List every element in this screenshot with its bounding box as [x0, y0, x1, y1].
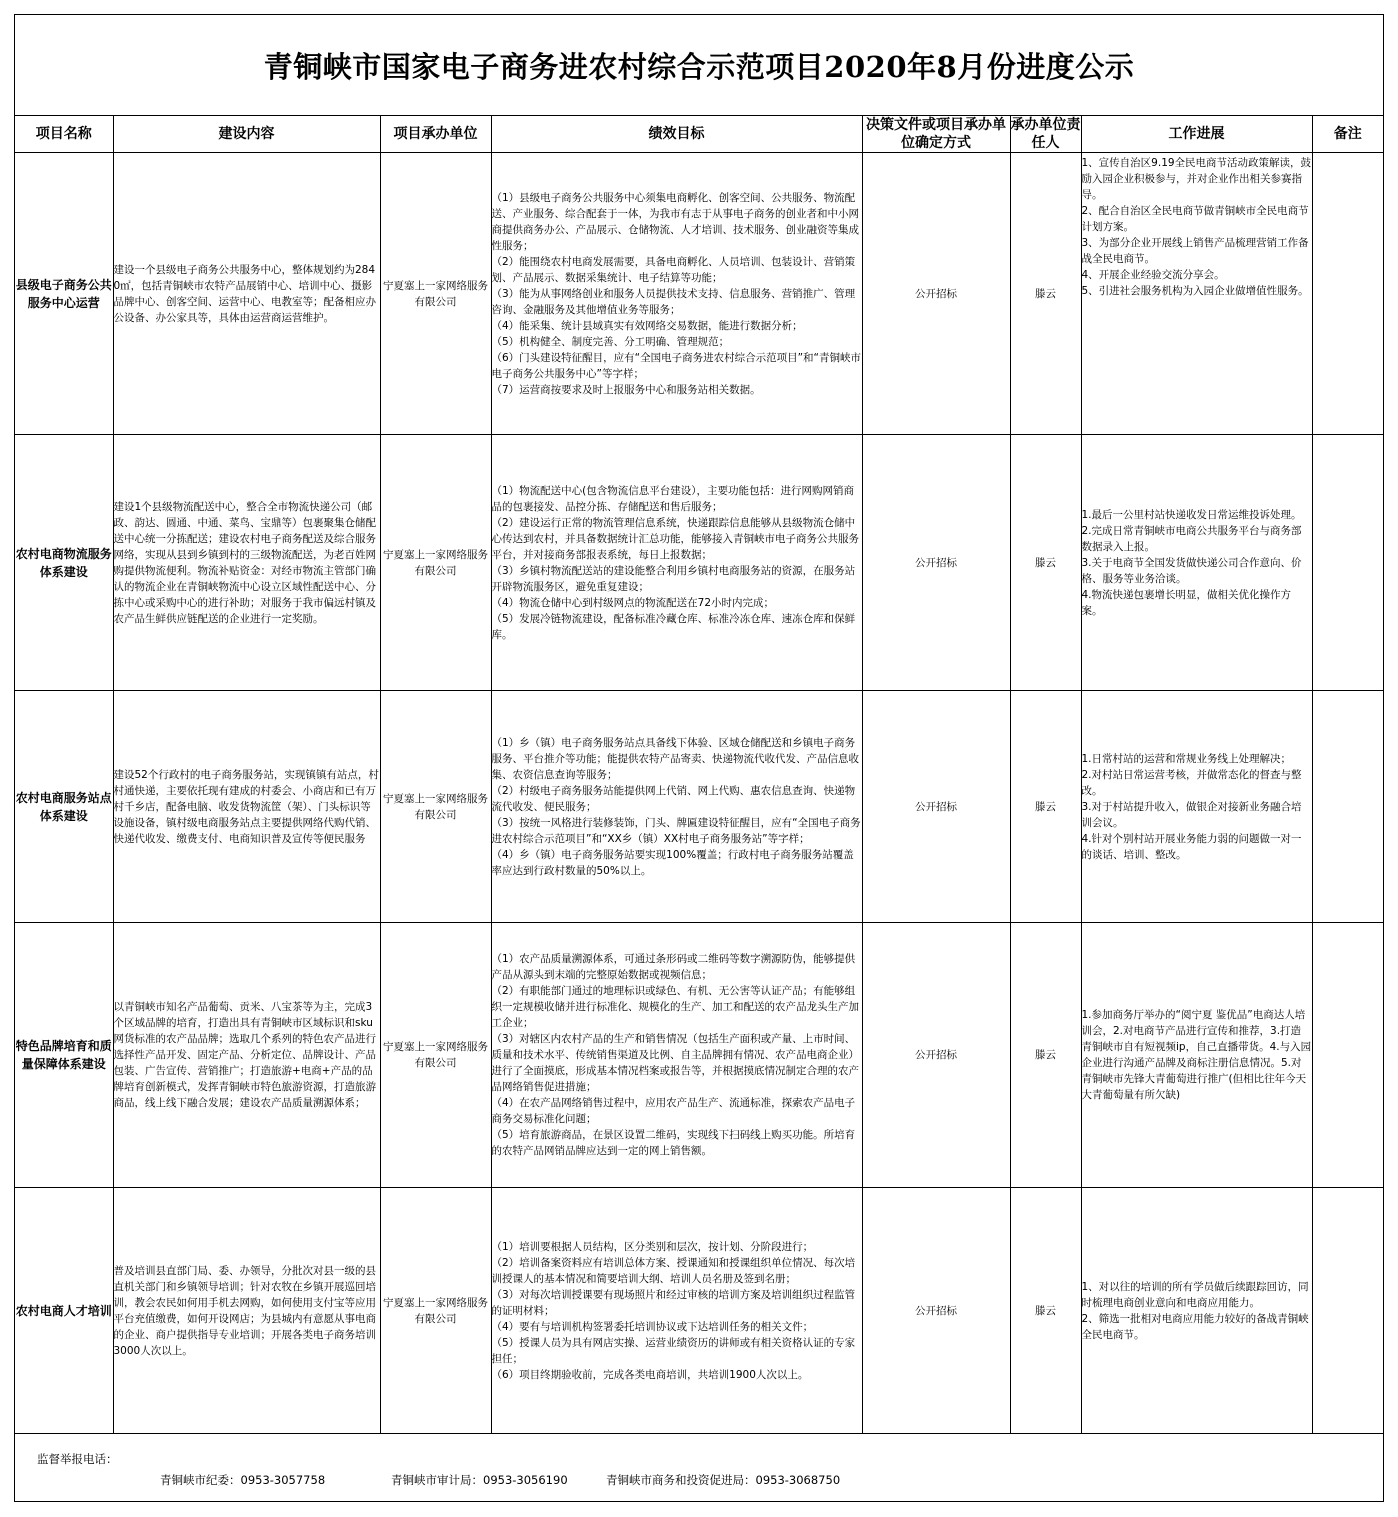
progress-item: 2、筛选一批相对电商应用能力较好的备战青铜峡全民电商节。	[1081, 1312, 1309, 1341]
goal-item: （2）能围绕农村电商发展需要，具备电商孵化、人员培训、包装设计、营销策划、产品展示、数据采集统计、电子结算等功能；	[491, 255, 856, 284]
project-note	[1312, 691, 1383, 923]
project-progress: 1.参加商务厅举办的“阅宁夏 鉴优品”电商达人培训会，2.对电商节产品进行宣传和推荐，3.打造青铜峡市自有短视频ip，自己直播带货。4.与入园企业进行沟通产品牌及商标注册信息情况。5.对青铜峡市先锋大青葡萄进行推广(但相比往年今天大青葡萄量有所欠缺)	[1081, 923, 1312, 1188]
goal-item: （6）项目终期验收前，完成各类电商培训，共培训1900人次以上。	[491, 1368, 809, 1381]
header-note: 备注	[1312, 116, 1383, 153]
hotline-discipline-commission: 青铜峡市纪委：0953-3057758	[160, 1473, 326, 1487]
goal-item: （5）机构健全、制度完善、分工明确、管理规范；	[491, 335, 730, 348]
project-progress	[1081, 691, 1312, 923]
goal-item: （4）乡（镇）电子商务服务站要实现100%覆盖；行政村电子商务服务站覆盖率应达到行政村数量的50%以上。	[491, 848, 854, 877]
project-person: 滕云	[1010, 1188, 1081, 1434]
progress-item: 1.最后一公里村站快递收发日常运维投诉处理。	[1081, 508, 1302, 521]
goal-item: （1）物流配送中心(包含物流信息平台建设），主要功能包括：进行网购网销商品的包裹接发、品控分拣、存储配送和售后服务；	[491, 484, 855, 513]
project-person: 滕云	[1010, 923, 1081, 1188]
goal-item: （2）培训备案资料应有培训总体方案、授课通知和授课组织单位情况、每次培训授课人的基本情况和简要培训大纲、培训人员名册及签到名册；	[491, 1256, 856, 1285]
project-goals	[491, 153, 862, 435]
project-goals	[491, 1188, 862, 1434]
goal-item: （3）对辖区内农村产品的生产和销售情况（包括生产面积或产量、上市时间、质量和技术水平、传统销售渠道及比例、自主品牌拥有情况、农产品电商企业）进行了全面摸底，形成基本情况档案或报告等，并根据摸底情况制定合理的农产品网络销售促进措施；	[491, 1033, 859, 1093]
header-unit: 项目承办单位	[380, 116, 491, 153]
project-note	[1312, 1188, 1383, 1434]
goal-item: （1）乡（镇）电子商务服务站点具备线下体验、区域仓储配送和乡镇电子商务服务、平台推介等功能；能提供农特产品寄卖、快递物流代收代发、产品信息收集、农资信息查询等服务；	[491, 736, 859, 781]
project-method: 公开招标	[862, 923, 1010, 1188]
project-method: 公开招标	[862, 153, 1010, 435]
progress-item: 2、配合自治区全民电商节做青铜峡市全民电商节计划方案。	[1081, 205, 1309, 233]
table-row	[15, 1188, 1383, 1434]
table-header-row	[15, 116, 1383, 153]
project-person: 滕云	[1010, 691, 1081, 923]
project-method: 公开招标	[862, 435, 1010, 691]
project-method: 公开招标	[862, 1188, 1010, 1434]
goal-item: （3）按统一风格进行装修装饰，门头、牌匾建设特征醒目，应有“全国电子商务进农村综合示范项目”和“XX乡（镇）XX村电子商务服务站”等字样；	[491, 816, 861, 845]
goal-item: （2）村级电子商务服务站能提供网上代销、网上代购、惠农信息查询、快递物流代收发、便民服务；	[491, 784, 856, 813]
progress-item: 4、开展企业经验交流分享会。	[1081, 269, 1225, 281]
goal-item: （4）要有与培训机构签署委托培训协议或下达培训任务的相关文件；	[491, 1320, 814, 1333]
progress-item: 2.完成日常青铜峡市电商公共服务平台与商务部数据录入上报。	[1081, 524, 1302, 553]
progress-item: 5、引进社会服务机构为入园企业做增值性服务。	[1081, 285, 1309, 297]
project-note	[1312, 153, 1383, 435]
header-progress: 工作进展	[1081, 116, 1312, 153]
hotline-audit-bureau: 青铜峡市审计局：0953-3056190	[391, 1473, 568, 1487]
table-row	[15, 923, 1383, 1188]
goal-item: （3）能为从事网络创业和服务人员提供技术支持、信息服务、营销推广、管理咨询、金融服务及其他增值业务等服务；	[491, 287, 856, 316]
goal-item: （7）运营商按要求及时上报服务中心和服务站相关数据。	[491, 383, 761, 396]
disclosure-sheet	[14, 14, 1384, 1502]
hotline-label: 监督举报电话：	[37, 1452, 118, 1466]
progress-item: 1、对以往的培训的所有学员做后续跟踪回访，同时梳理电商创业意向和电商应用能力。	[1081, 1280, 1309, 1309]
header-method: 决策文件或项目承办单位确定方式	[862, 116, 1010, 153]
progress-item: 4.针对个别村站开展业务能力弱的问题做一对一的谈话、培训、整改。	[1081, 832, 1302, 861]
goal-item: （1）农产品质量溯源体系，可通过条形码或二维码等数字溯源防伪，能够提供产品从源头到末端的完整原始数据或视频信息；	[491, 953, 856, 981]
project-progress	[1081, 153, 1312, 435]
project-person: 滕云	[1010, 153, 1081, 435]
project-content: 建设1个县级物流配送中心，整合全市物流快递公司（邮政、韵达、圆通、中通、菜鸟、宝鼎等）包裹聚集仓储配送中心统一分拣配送；建设农村电子商务配送及综合服务网络，实现从县到乡镇到村的三级物流配送，为老百姓网购提供物流便利。物流补贴资金：对经市物流主管部门确认的物流企业在青铜峡物流中心设立区域性配送中心、分拣中心或采购中心的进行补助；对服务于我市偏远村镇及农产品生鲜供应链配送的企业进行一定奖励。	[113, 435, 380, 691]
project-content: 建设52个行政村的电子商务服务站，实现镇镇有站点，村村通快递，主要依托现有建成的村委会、小商店和已有万村千乡店，配备电脑、收发货物流筐（架）、门头标识等设施设备，镇村级电商服务站点主要提供网络代购代销、快递代收发、缴费支付、电商知识普及宣传等便民服务	[113, 691, 380, 923]
project-name: 县级电子商务公共服务中心运营	[15, 153, 113, 435]
report-hotline-footer	[15, 1440, 1383, 1502]
header-project-name: 项目名称	[15, 116, 113, 153]
project-name: 农村电商物流服务体系建设	[15, 435, 113, 691]
progress-item: 1.日常村站的运营和常规业务线上处理解决；	[1081, 752, 1292, 765]
project-goals	[491, 923, 862, 1188]
project-name: 特色品牌培育和质量保障体系建设	[15, 923, 113, 1188]
project-progress	[1081, 1188, 1312, 1434]
project-unit: 宁夏塞上一家网络服务有限公司	[380, 1188, 491, 1434]
project-name: 农村电商人才培训	[15, 1188, 113, 1434]
goal-item: （3）对每次培训授课要有现场照片和经过审核的培训方案及培训组织过程监管的证明材料；	[491, 1288, 856, 1317]
progress-item: 2.对村站日常运营考核，并做常态化的督查与整改。	[1081, 768, 1302, 797]
goal-item: （2）有职能部门通过的地理标识或绿色、有机、无公害等认证产品；有能够组织一定规模收储并进行标准化、规模化的生产、加工和配送的农产品龙头生产加工企业；	[491, 985, 859, 1029]
progress-item: 4.物流快递包裹增长明显，做相关优化操作方案。	[1081, 588, 1292, 617]
goal-item: （4）能采集、统计县域真实有效网络交易数据，能进行数据分析；	[491, 319, 803, 332]
progress-item: 1、宣传自治区9.19全民电商节活动政策解读，鼓励入园企业积极参与，并对企业作出相关参赛指导。	[1081, 157, 1312, 201]
page-title: 青铜峡市国家电子商务进农村综合示范项目2020年8月份进度公示	[15, 15, 1383, 116]
progress-item: 3.对于村站提升收入，做银企对接新业务融合培训会议。	[1081, 800, 1302, 829]
project-goals	[491, 435, 862, 691]
header-content: 建设内容	[113, 116, 380, 153]
table-row	[15, 153, 1383, 435]
hotline-commerce-bureau: 青铜峡市商务和投资促进局：0953-3068750	[606, 1473, 841, 1487]
goal-item: （2）建设运行正常的物流管理信息系统，快递跟踪信息能够从县级物流仓储中心传达到农村，并具备数据统计汇总功能，能够接入青铜峡市电子商务公共服务平台，并对接商务部报表系统，每日上报数据；	[491, 516, 859, 561]
project-progress	[1081, 435, 1312, 691]
progress-table	[15, 116, 1383, 1434]
goal-item: （6）门头建设特征醒目，应有“全国电子商务进农村综合示范项目”和“青铜峡市电子商务公共服务中心”等字样；	[491, 351, 861, 380]
goal-item: （5）培育旅游商品，在景区设置二维码，实现线下扫码线上购买功能。所培育的农特产品网销品牌应达到一定的网上销售额。	[491, 1129, 856, 1157]
goal-item: （1）培训要根据人员结构，区分类别和层次，按计划、分阶段进行；	[491, 1240, 814, 1253]
goal-item: （5）发展冷链物流建设，配备标准冷藏仓库、标准冷冻仓库、速冻仓库和保鲜库。	[491, 612, 856, 641]
goal-item: （4）在农产品网络销售过程中，应用农产品生产、流通标准，探索农产品电子商务交易标准化问题；	[491, 1097, 856, 1125]
header-person: 承办单位责任人	[1010, 117, 1081, 151]
project-note	[1312, 923, 1383, 1188]
project-unit: 宁夏塞上一家网络服务有限公司	[380, 691, 491, 923]
project-note	[1312, 435, 1383, 691]
goal-item: （5）授课人员为具有网店实操、运营业绩资历的讲师或有相关资格认证的专家担任；	[491, 1336, 856, 1365]
table-row	[15, 435, 1383, 691]
goal-item: （3）乡镇村物流配送站的建设能整合利用乡镇村电商服务站的资源，在服务站开辟物流服务区，避免重复建设；	[491, 564, 856, 593]
project-unit: 宁夏塞上一家网络服务有限公司	[380, 923, 491, 1188]
header-goals: 绩效目标	[491, 116, 862, 153]
project-method: 公开招标	[862, 691, 1010, 923]
project-content: 建设一个县级电子商务公共服务中心，整体规划约为2840㎡，包括青铜峡市农特产品展销中心、培训中心、摄影品牌中心、创客空间、运营中心、电教室等；配备相应办公设备、办公家具等，具体由运营商运营维护。	[113, 153, 380, 435]
project-unit: 宁夏塞上一家网络服务有限公司	[380, 435, 491, 691]
project-name: 农村电商服务站点体系建设	[15, 691, 113, 923]
project-content: 普及培训县直部门局、委、办领导，分批次对县一级的县直机关部门和乡镇领导培训；针对农牧在乡镇开展巡回培训，教会农民如何用手机去网购，如何使用支付宝等应用平台充值缴费，如何开设网店；为县城内有意愿从事电商的企业、商户提供指导专业培训；开展各类电子商务培训3000人次以上。	[113, 1188, 380, 1434]
table-row	[15, 691, 1383, 923]
progress-item: 3、为部分企业开展线上销售产品梳理营销工作备战全民电商节。	[1081, 237, 1309, 265]
progress-item: 3.关于电商节全国发货做快递公司合作意向、价格、服务等业务洽谈。	[1081, 556, 1302, 585]
project-person: 滕云	[1010, 435, 1081, 691]
goal-item: （1）县级电子商务公共服务中心须集电商孵化、创客空间、公共服务、物流配送、产业服务、综合配套于一体，为我市有志于从事电子商务的创业者和中小网商提供商务办公、产品展示、仓储物流、人才培训、技术服务、创业融资等集成性服务；	[491, 191, 859, 252]
project-unit: 宁夏塞上一家网络服务有限公司	[380, 153, 491, 435]
goal-item: （4）物流仓储中心到村级网点的物流配送在72小时内完成；	[491, 596, 775, 609]
project-goals	[491, 691, 862, 923]
project-content: 以青铜峡市知名产品葡萄、贡米、八宝茶等为主，完成3个区域品牌的培育，打造出具有青铜峡市区域标识和sku网货标准的农产品品牌；选取几个系列的特色农产品进行选择性产品开发、固定产品、分析定位、品牌设计、产品包装、广告宣传、营销推广；打造旅游+电商+产品的品牌培育创新模式，发挥青铜峡市特色旅游资源，打造旅游商品，线上线下融合发展；建设农产品质量溯源体系；	[113, 923, 380, 1188]
